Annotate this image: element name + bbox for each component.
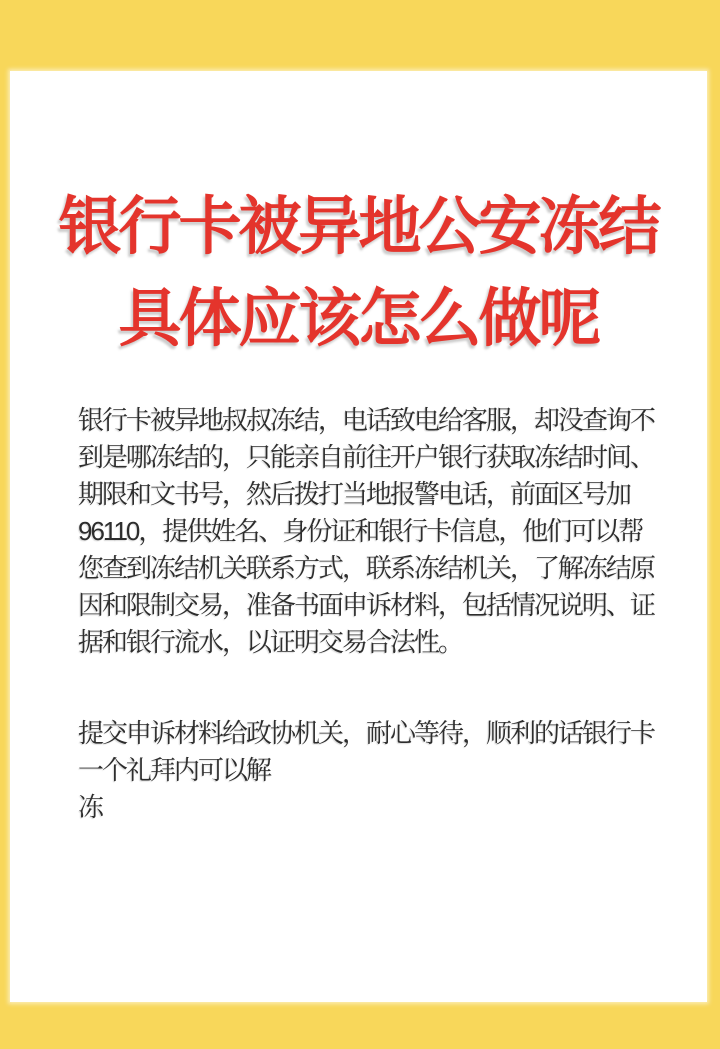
poster-body [78, 402, 654, 826]
body-paragraph-1 [78, 402, 654, 661]
body-line: 冻 [78, 792, 103, 822]
poster-card [10, 71, 707, 1002]
body-line: 因和限制交易，准备书面申诉材料，包括情况说明、证 [78, 590, 655, 620]
body-line: 期限和文书号，然后拨打当地报警电话，前面区号加 [78, 479, 631, 509]
title-line-1: 银行卡被异地公安冻结 [58, 192, 659, 262]
body-line: 据和银行流水，以证明交易合法性。 [78, 627, 463, 657]
body-line: 到是哪冻结的，只能亲自前往开户银行获取冻结时间、 [78, 442, 655, 472]
body-line: 提交申诉材料给政协机关，耐心等待，顺利的话银行卡 [78, 718, 655, 748]
poster-title [10, 181, 707, 365]
body-line: 您查到冻结机关联系方式，联系冻结机关，了解冻结原 [78, 553, 655, 583]
body-paragraph-2 [78, 715, 654, 826]
body-line: 银行卡被异地叔叔冻结，电话致电给客服，却没查询不 [78, 405, 655, 435]
body-line: 一个礼拜内可以解 [78, 755, 271, 785]
body-line: 96110，提供姓名、身份证和银行卡信息，他们可以帮 [78, 516, 643, 546]
title-line-2: 具体应该怎么做呢 [118, 284, 599, 354]
